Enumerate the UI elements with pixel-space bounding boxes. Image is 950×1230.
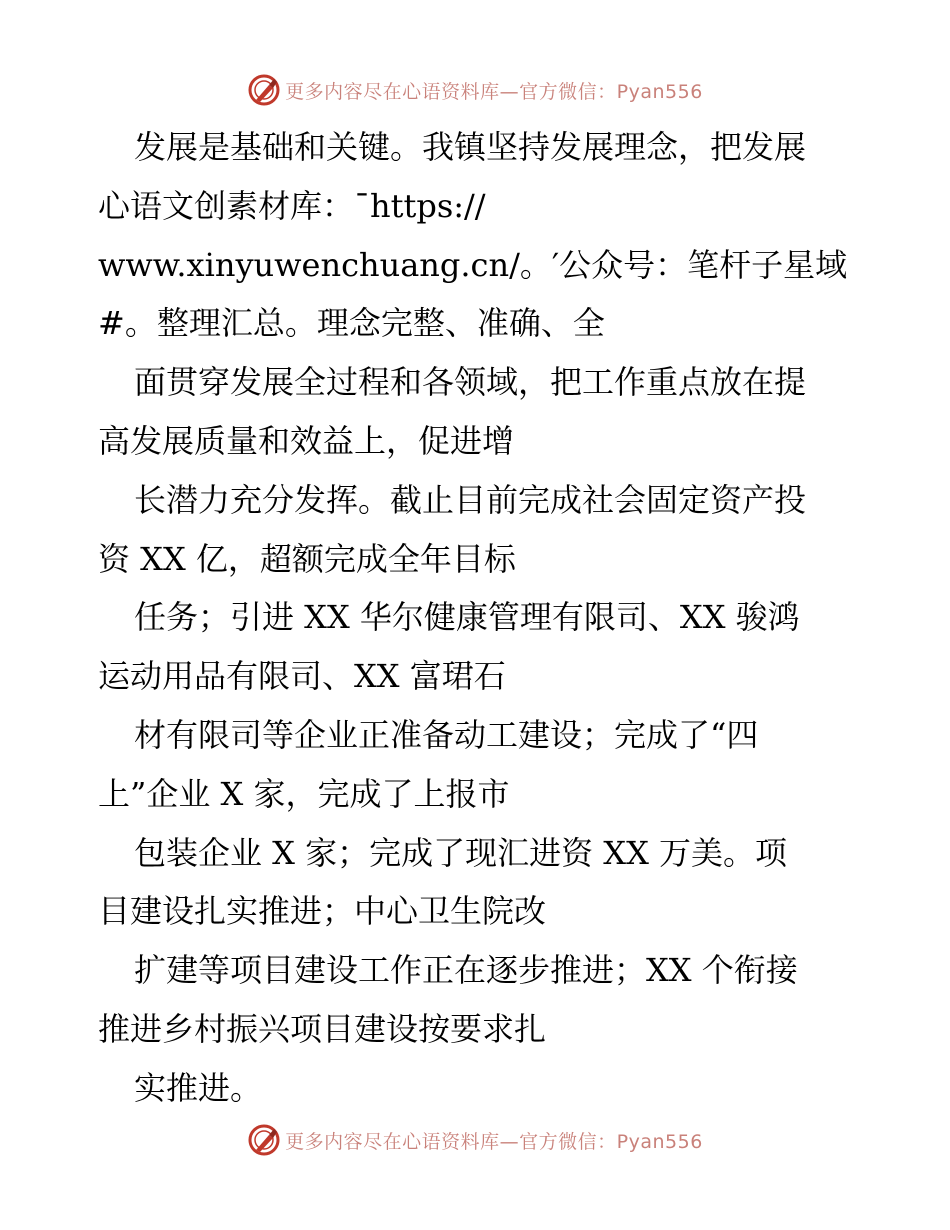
text-line: 包装企业 X 家；完成了现汇进资 XX 万美。项 [134,833,788,872]
text-line: 心语文创素材库：¯https:// [98,186,486,225]
text-line: #。整理汇总。理念完整、准确、全 [98,304,605,343]
pen-circle-logo-icon [247,73,281,107]
text-line: 资 XX 亿，超额完成全年目标 [98,539,516,578]
text-line: 上”企业 X 家，完成了上报市 [98,774,510,813]
document-body [98,118,888,1118]
pen-circle-logo-icon [247,1123,281,1157]
text-line: 面贯穿发展全过程和各领域，把工作重点放在提 [134,363,807,402]
header-banner [0,70,950,110]
text-line: 材有限司等企业正准备动工建设；完成了“四 [134,715,759,754]
text-line: 高发展质量和效益上，促进增 [98,421,515,460]
text-line: 发展是基础和关键。我镇坚持发展理念，把发展 [134,128,807,166]
text-line: 目建设扎实推进；中心卫生院改 [98,892,547,931]
text-line: 运动用品有限司、XX 富珺石 [98,657,506,696]
text-line: 任务；引进 XX 华尔健康管理有限司、XX 骏鸿 [134,598,800,637]
watermark-banner-text: 更多内容尽在心语资料库—官方微信：Pyan556 [285,1130,703,1153]
text-line: www.xinyuwenchuang.cn/。′公众号：笔杆子星域 [98,245,848,284]
text-line: 长潜力充分发挥。截止目前完成社会固定资产投 [134,480,807,519]
text-line: 扩建等项目建设工作正在逐步推进；XX 个衔接 [134,951,798,990]
watermark-banner-text: 更多内容尽在心语资料库—官方微信：Pyan556 [285,80,703,103]
footer-banner [0,1120,950,1160]
text-line: 实推进。 [134,1068,263,1107]
text-line: 推进乡村振兴项目建设按要求扎 [98,1009,547,1048]
